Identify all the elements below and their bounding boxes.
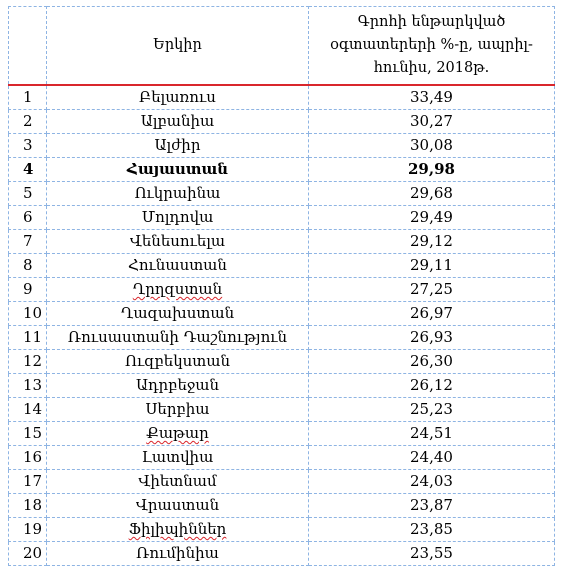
country-ranking-table: [8, 6, 555, 566]
row-number: 20: [9, 542, 47, 566]
row-country: [47, 350, 309, 374]
row-country: [47, 182, 309, 206]
row-number: 5: [9, 182, 47, 206]
row-country: [47, 206, 309, 230]
row-value: 24,51: [309, 422, 555, 446]
country-name: Հունաստան: [128, 256, 227, 274]
document-page: [8, 6, 554, 566]
row-value: 29,68: [309, 182, 555, 206]
row-number: 7: [9, 230, 47, 254]
row-country: [47, 470, 309, 494]
country-name: Վիետնամ: [138, 472, 217, 490]
row-value: 25,23: [309, 398, 555, 422]
table-row: [9, 110, 555, 134]
country-name: Ֆիլիպիններ: [128, 520, 227, 538]
table-row: [9, 374, 555, 398]
row-country: [47, 110, 309, 134]
country-name: Վրաստան: [135, 496, 220, 514]
country-name: Ռուսաստանի Դաշնություն: [67, 328, 288, 346]
row-value: 29,49: [309, 206, 555, 230]
row-value: 26,97: [309, 302, 555, 326]
table-row: [9, 302, 555, 326]
row-country: [47, 254, 309, 278]
row-country: [47, 278, 309, 302]
row-country: [47, 230, 309, 254]
table-row: [9, 446, 555, 470]
row-country: [47, 422, 309, 446]
table-row: [9, 85, 555, 110]
table-row: [9, 518, 555, 542]
row-number: 15: [9, 422, 47, 446]
header-value: Գրոհի ենթարկված օգտատերերի %-ը, ապրիլ-հունիս, 2018թ.: [309, 7, 555, 86]
country-name: Ղրղզստան: [132, 280, 223, 298]
row-value: 33,49: [309, 85, 555, 110]
table-row: [9, 326, 555, 350]
country-name: Մոլդովա: [141, 208, 214, 226]
country-name: Սերբիա: [145, 400, 210, 418]
row-country: [47, 446, 309, 470]
table-row: [9, 158, 555, 182]
row-number: 1: [9, 85, 47, 110]
row-number: 16: [9, 446, 47, 470]
row-value: 29,98: [309, 158, 555, 182]
table-body: [9, 85, 555, 566]
country-name: Հայաստան: [126, 160, 229, 178]
table-row: [9, 182, 555, 206]
row-country: [47, 518, 309, 542]
country-name: Ադրբեջան: [135, 376, 220, 394]
row-country: [47, 302, 309, 326]
table-row: [9, 398, 555, 422]
row-number: 6: [9, 206, 47, 230]
table-row: [9, 350, 555, 374]
row-value: 26,93: [309, 326, 555, 350]
row-value: 27,25: [309, 278, 555, 302]
header-num: [9, 7, 47, 86]
header-country: Երկիր: [47, 7, 309, 86]
table-row: [9, 470, 555, 494]
row-number: 11: [9, 326, 47, 350]
row-value: 24,03: [309, 470, 555, 494]
country-name: Ալժիր: [154, 136, 201, 154]
country-name: Բելառուս: [139, 88, 216, 106]
table-row: [9, 494, 555, 518]
row-country: [47, 134, 309, 158]
row-value: 30,08: [309, 134, 555, 158]
country-name: Լատվիա: [141, 448, 214, 466]
row-number: 8: [9, 254, 47, 278]
table-row: [9, 134, 555, 158]
row-number: 9: [9, 278, 47, 302]
row-country: [47, 398, 309, 422]
table-row: [9, 542, 555, 566]
country-name: Քաթար: [146, 424, 209, 442]
country-name: Ալբանիա: [140, 112, 215, 130]
row-value: 29,12: [309, 230, 555, 254]
row-country: [47, 374, 309, 398]
table-row: [9, 230, 555, 254]
country-name: Ուզբեկստան: [124, 352, 231, 370]
row-number: 13: [9, 374, 47, 398]
row-value: 23,85: [309, 518, 555, 542]
row-value: 23,87: [309, 494, 555, 518]
row-value: 26,12: [309, 374, 555, 398]
row-number: 14: [9, 398, 47, 422]
table-row: [9, 206, 555, 230]
row-country: [47, 85, 309, 110]
row-number: 10: [9, 302, 47, 326]
row-value: 30,27: [309, 110, 555, 134]
country-name: Ռումինիա: [136, 544, 219, 562]
row-country: [47, 158, 309, 182]
row-value: 29,11: [309, 254, 555, 278]
row-country: [47, 542, 309, 566]
country-name: Ղազախստան: [120, 304, 235, 322]
row-number: 4: [9, 158, 47, 182]
table-header: [9, 7, 555, 86]
row-value: 26,30: [309, 350, 555, 374]
table-row: [9, 254, 555, 278]
row-country: [47, 494, 309, 518]
row-number: 12: [9, 350, 47, 374]
row-value: 23,55: [309, 542, 555, 566]
header-row: [9, 7, 555, 86]
row-number: 18: [9, 494, 47, 518]
table-row: [9, 422, 555, 446]
table-row: [9, 278, 555, 302]
row-number: 3: [9, 134, 47, 158]
row-country: [47, 326, 309, 350]
country-name: Վենեսուելա: [129, 232, 226, 250]
row-number: 2: [9, 110, 47, 134]
country-name: Ուկրաինա: [134, 184, 221, 202]
row-value: 24,40: [309, 446, 555, 470]
row-number: 17: [9, 470, 47, 494]
row-number: 19: [9, 518, 47, 542]
